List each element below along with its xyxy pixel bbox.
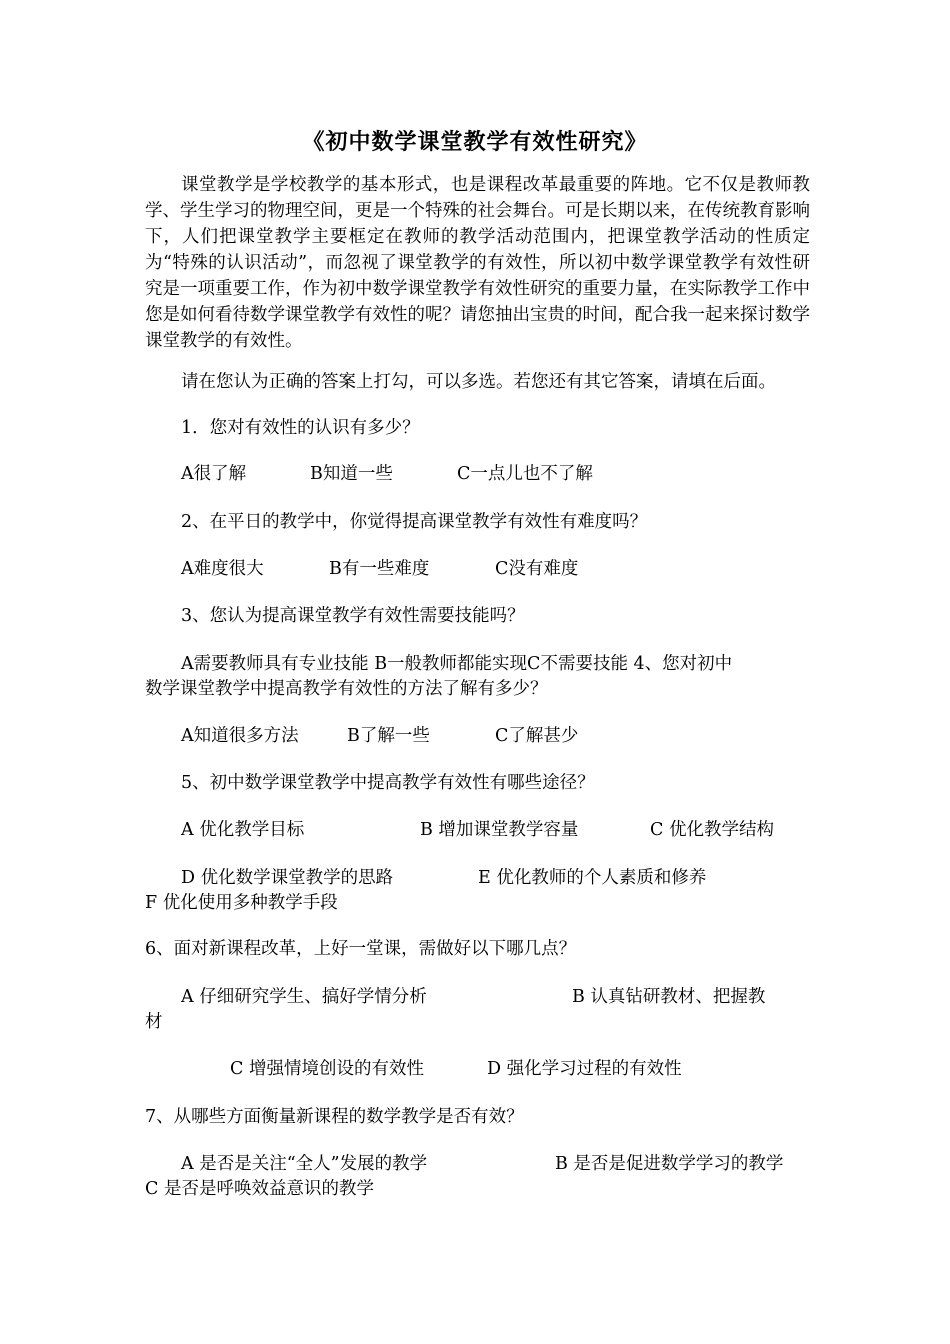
question-3: 3、您认为提高课堂教学有效性需要技能吗？ (181, 606, 525, 626)
question-6: 6、面对新课程改革，上好一堂课，需做好以下哪几点？ (145, 939, 577, 959)
intro-paragraph: 课堂教学是学校教学的基本形式，也是课程改革最重要的阵地。它不仅是教师教学、学生学习的物理空间，更是一个特殊的社会舞台。可是长期以来，在传统教育影响下，人们把课堂教学主要框定在教师的教学活动范围内，把课堂教学活动的性质定为“特殊的认识活动”，而忽视了课堂教学的有效性，所以初中数学课堂教学有效性研究是一项重要工作，作为初中数学课堂教学有效性研究的重要力量，在实际教学工作中您是如何看待数学课堂教学有效性的呢？请您抽出宝贵的时间，配合我一起来探讨数学课堂教学的有效性。 (145, 175, 810, 351)
option-item: D 优化数学课堂教学的思路 (181, 868, 394, 888)
question-5: 5、初中数学课堂教学中提高教学有效性有哪些途径？ (181, 773, 595, 793)
option-item: C 优化教学结构 (650, 820, 774, 840)
option-item: C 增强情境创设的有效性 (230, 1059, 424, 1079)
instruction-text: 请在您认为正确的答案上打勾，可以多选。若您还有其它答案，请填在后面。 (181, 372, 776, 392)
option-item: A 是否是关注“全人”发展的教学 (181, 1154, 428, 1174)
option-item: B知道一些 (310, 464, 393, 484)
option-item: C了解甚少 (495, 726, 579, 746)
document-title: 《初中数学课堂教学有效性研究》 (302, 129, 648, 155)
question-1: 1．您对有效性的认识有多少？ (181, 418, 420, 438)
question-3-options-line: A需要教师具有专业技能 B一般教师都能实现C不需要技能 4、您对初中 (181, 654, 733, 674)
option-item: A知道很多方法 (181, 726, 299, 746)
option-item: B了解一些 (347, 726, 430, 746)
option-item: C一点儿也不了解 (457, 464, 593, 484)
option-item: A难度很大 (181, 559, 264, 579)
option-item: A很了解 (181, 464, 247, 484)
option-item: D 强化学习过程的有效性 (487, 1059, 682, 1079)
question-7: 7、从哪些方面衡量新课程的数学教学是否有效？ (145, 1107, 524, 1127)
option-item: B 认真钻研教材、把握教 (572, 987, 766, 1007)
option-item: B 增加课堂教学容量 (420, 820, 579, 840)
question-6-option-b-wrap: 材 (145, 1012, 163, 1032)
question-7-option-c: C 是否是呼唤效益意识的教学 (145, 1179, 374, 1199)
option-item: B有一些难度 (329, 559, 430, 579)
option-item: A 优化教学目标 (181, 820, 305, 840)
option-item: A 仔细研究学生、搞好学情分析 (181, 987, 427, 1007)
option-item: B 是否是促进数学学习的教学 (555, 1154, 784, 1174)
question-2: 2、在平日的教学中，你觉得提高课堂教学有效性有难度吗？ (181, 512, 648, 532)
question-5-option-f: F 优化使用多种教学手段 (145, 893, 338, 913)
question-4-text: 数学课堂教学中提高教学有效性的方法了解有多少？ (145, 679, 548, 699)
option-item: C没有难度 (495, 559, 579, 579)
option-item: E 优化教师的个人素质和修养 (478, 868, 707, 888)
